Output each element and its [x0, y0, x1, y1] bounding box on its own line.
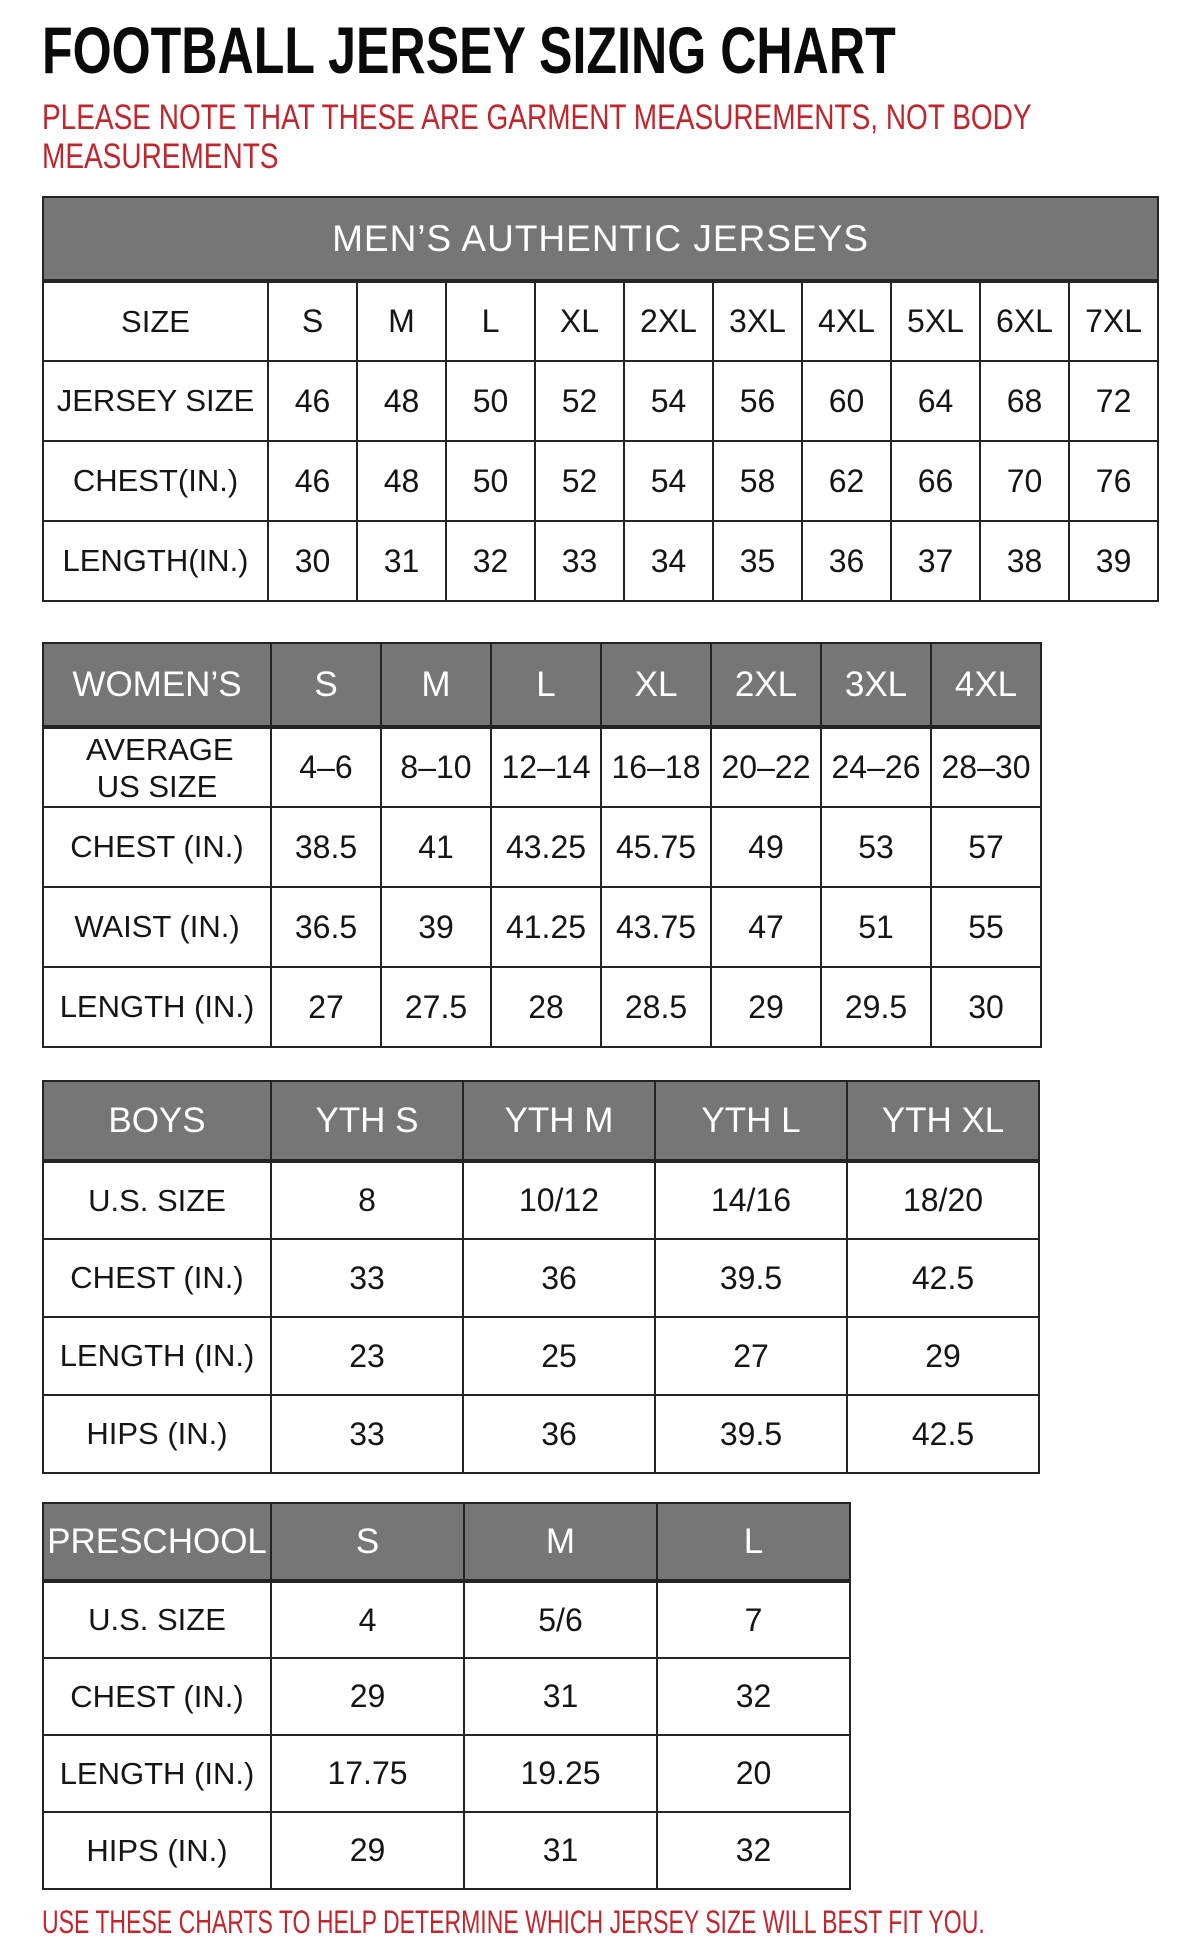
table-cell: XL	[535, 281, 624, 361]
note-line: MEASUREMENTS	[42, 137, 279, 177]
table-cell: 43.75	[601, 887, 711, 967]
table-cell: 32	[657, 1812, 850, 1889]
table-row	[43, 197, 1158, 281]
page-title: FOOTBALL JERSEY SIZING CHART	[42, 13, 896, 87]
table-cell: 18/20	[847, 1161, 1039, 1239]
table-cell: 56	[713, 361, 802, 441]
table-cell: 20	[657, 1735, 850, 1812]
table-cell: 14/16	[655, 1161, 847, 1239]
table-cell: 47	[711, 887, 821, 967]
table-cell: 33	[271, 1395, 463, 1473]
row-label: JERSEY SIZE	[43, 361, 268, 441]
table-cell: 28.5	[601, 967, 711, 1047]
table-cell: 52	[535, 361, 624, 441]
table-cell: 27	[271, 967, 381, 1047]
table-cell: 36	[463, 1395, 655, 1473]
table-cell: 45.75	[601, 807, 711, 887]
table-cell: 36.5	[271, 887, 381, 967]
table-cell: 4–6	[271, 727, 381, 807]
table-cell: 52	[535, 441, 624, 521]
size-header-cell: 3XL	[821, 643, 931, 727]
table-row	[43, 727, 1041, 807]
row-label: LENGTH (IN.)	[43, 1317, 271, 1395]
table-cell: 6XL	[980, 281, 1069, 361]
table-cell: 55	[931, 887, 1041, 967]
size-header-cell: S	[271, 1503, 464, 1581]
table-cell: 54	[624, 441, 713, 521]
table-cell: 46	[268, 361, 357, 441]
size-header-cell: YTH M	[463, 1081, 655, 1161]
row-label: CHEST (IN.)	[43, 1239, 271, 1317]
table-row	[43, 521, 1158, 601]
table-cell: 7XL	[1069, 281, 1158, 361]
table-cell: 54	[624, 361, 713, 441]
table-cell: 42.5	[847, 1395, 1039, 1473]
table-title: MEN’S AUTHENTIC JERSEYS	[43, 197, 1158, 281]
table-cell: 60	[802, 361, 891, 441]
table-cell: 16–18	[601, 727, 711, 807]
table-row	[43, 1503, 850, 1581]
table-cell: 29	[271, 1658, 464, 1735]
table-cell: 31	[464, 1658, 657, 1735]
size-header-cell: YTH L	[655, 1081, 847, 1161]
row-label: CHEST(IN.)	[43, 441, 268, 521]
table-row	[43, 887, 1041, 967]
table-row	[43, 1239, 1039, 1317]
table-cell: 31	[357, 521, 446, 601]
table-cell: M	[357, 281, 446, 361]
size-header-cell: L	[491, 643, 601, 727]
womens-sizing-table	[42, 642, 1042, 1048]
table-cell: 62	[802, 441, 891, 521]
table-row	[43, 281, 1158, 361]
table-row	[43, 1812, 850, 1889]
table-cell: 43.25	[491, 807, 601, 887]
table-cell: 37	[891, 521, 980, 601]
table-cell: 51	[821, 887, 931, 967]
table-cell: 24–26	[821, 727, 931, 807]
table-cell: 57	[931, 807, 1041, 887]
table-cell: L	[446, 281, 535, 361]
table-cell: 28	[491, 967, 601, 1047]
table-cell: 32	[657, 1658, 850, 1735]
table-cell: 5/6	[464, 1581, 657, 1658]
row-label: LENGTH(IN.)	[43, 521, 268, 601]
table-cell: 41.25	[491, 887, 601, 967]
size-header-cell: YTH S	[271, 1081, 463, 1161]
row-label: U.S. SIZE	[43, 1581, 271, 1658]
table-title: PRESCHOOL	[43, 1503, 271, 1581]
table-title: WOMEN’S	[43, 643, 271, 727]
table-cell: 29	[271, 1812, 464, 1889]
table-cell: 39	[381, 887, 491, 967]
size-header-cell: M	[381, 643, 491, 727]
table-cell: 12–14	[491, 727, 601, 807]
table-row	[43, 807, 1041, 887]
table-cell: 8–10	[381, 727, 491, 807]
table-cell: 2XL	[624, 281, 713, 361]
table-cell: 33	[535, 521, 624, 601]
table-cell: 28–30	[931, 727, 1041, 807]
table-cell: 27.5	[381, 967, 491, 1047]
table-cell: 3XL	[713, 281, 802, 361]
mens-authentic-jerseys-table	[42, 196, 1159, 602]
table-cell: 48	[357, 441, 446, 521]
table-cell: 31	[464, 1812, 657, 1889]
table-cell: 36	[802, 521, 891, 601]
table-cell: 46	[268, 441, 357, 521]
table-cell: 8	[271, 1161, 463, 1239]
table-cell: 39	[1069, 521, 1158, 601]
table-cell: 32	[446, 521, 535, 601]
table-cell: 4XL	[802, 281, 891, 361]
row-label: LENGTH (IN.)	[43, 967, 271, 1047]
note-line: PLEASE NOTE THAT THESE ARE GARMENT MEASUREMENTS, NOT BODY	[42, 98, 1032, 138]
table-row	[43, 1081, 1039, 1161]
table-cell: S	[268, 281, 357, 361]
table-cell: 72	[1069, 361, 1158, 441]
table-cell: 17.75	[271, 1735, 464, 1812]
row-label: SIZE	[43, 281, 268, 361]
row-label: WAIST (IN.)	[43, 887, 271, 967]
row-label: CHEST (IN.)	[43, 807, 271, 887]
table-cell: 33	[271, 1239, 463, 1317]
table-cell: 49	[711, 807, 821, 887]
table-cell: 41	[381, 807, 491, 887]
table-cell: 7	[657, 1581, 850, 1658]
table-cell: 29	[847, 1317, 1039, 1395]
table-cell: 66	[891, 441, 980, 521]
size-header-cell: 2XL	[711, 643, 821, 727]
row-label: U.S. SIZE	[43, 1161, 271, 1239]
size-header-cell: L	[657, 1503, 850, 1581]
table-cell: 64	[891, 361, 980, 441]
table-title: BOYS	[43, 1081, 271, 1161]
table-row	[43, 1395, 1039, 1473]
table-cell: 76	[1069, 441, 1158, 521]
size-header-cell: 4XL	[931, 643, 1041, 727]
table-cell: 48	[357, 361, 446, 441]
table-cell: 20–22	[711, 727, 821, 807]
table-cell: 4	[271, 1581, 464, 1658]
table-cell: 38	[980, 521, 1069, 601]
table-cell: 36	[463, 1239, 655, 1317]
size-header-cell: YTH XL	[847, 1081, 1039, 1161]
table-cell: 35	[713, 521, 802, 601]
size-header-cell: XL	[601, 643, 711, 727]
table-row	[43, 1658, 850, 1735]
table-row	[43, 1161, 1039, 1239]
size-header-cell: M	[464, 1503, 657, 1581]
garment-measurements-note	[42, 98, 1032, 177]
table-cell: 25	[463, 1317, 655, 1395]
table-cell: 27	[655, 1317, 847, 1395]
boys-sizing-table	[42, 1080, 1040, 1474]
table-cell: 50	[446, 441, 535, 521]
table-cell: 70	[980, 441, 1069, 521]
row-label: HIPS (IN.)	[43, 1395, 271, 1473]
table-cell: 23	[271, 1317, 463, 1395]
table-cell: 5XL	[891, 281, 980, 361]
table-row	[43, 1581, 850, 1658]
table-cell: 50	[446, 361, 535, 441]
table-cell: 38.5	[271, 807, 381, 887]
table-cell: 53	[821, 807, 931, 887]
table-cell: 34	[624, 521, 713, 601]
row-label: CHEST (IN.)	[43, 1658, 271, 1735]
table-cell: 68	[980, 361, 1069, 441]
table-cell: 19.25	[464, 1735, 657, 1812]
table-row	[43, 441, 1158, 521]
footer-note: USE THESE CHARTS TO HELP DETERMINE WHICH JERSEY SIZE WILL BEST FIT YOU.	[42, 1904, 985, 1941]
table-cell: 10/12	[463, 1161, 655, 1239]
table-cell: 29	[711, 967, 821, 1047]
table-cell: 30	[268, 521, 357, 601]
size-header-cell: S	[271, 643, 381, 727]
table-cell: 42.5	[847, 1239, 1039, 1317]
table-row	[43, 361, 1158, 441]
row-label: AVERAGE US SIZE	[43, 727, 271, 807]
preschool-sizing-table	[42, 1502, 851, 1890]
table-row	[43, 643, 1041, 727]
table-cell: 29.5	[821, 967, 931, 1047]
table-cell: 58	[713, 441, 802, 521]
row-label: HIPS (IN.)	[43, 1812, 271, 1889]
table-row	[43, 1735, 850, 1812]
table-row	[43, 967, 1041, 1047]
table-cell: 30	[931, 967, 1041, 1047]
table-row	[43, 1317, 1039, 1395]
table-cell: 39.5	[655, 1239, 847, 1317]
table-cell: 39.5	[655, 1395, 847, 1473]
row-label: LENGTH (IN.)	[43, 1735, 271, 1812]
